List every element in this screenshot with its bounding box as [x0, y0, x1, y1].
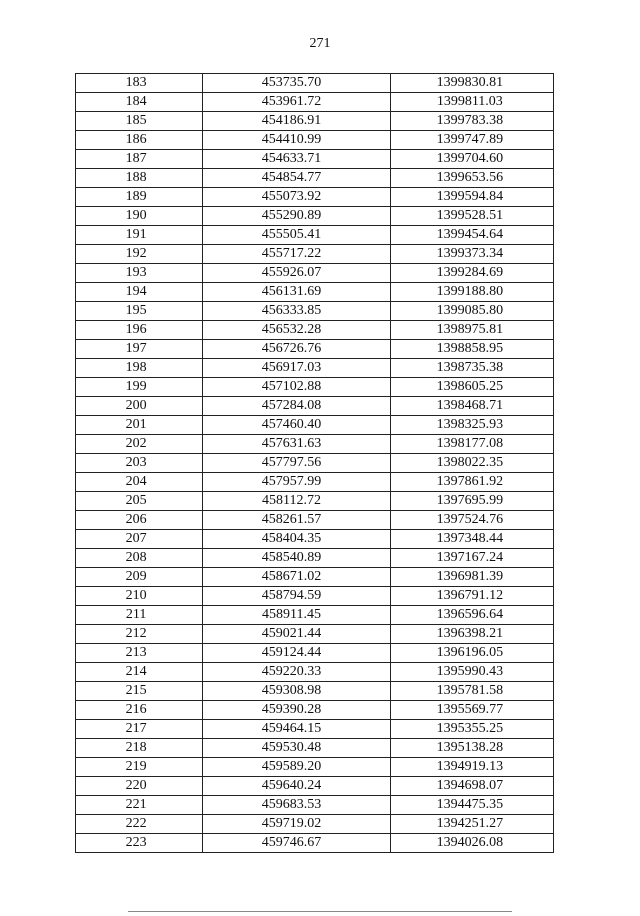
table-row: [76, 454, 554, 473]
row-number-cell: 221: [76, 796, 203, 815]
y-coordinate-cell: 1398858.95: [390, 340, 553, 359]
x-coordinate-cell: 454854.77: [203, 169, 390, 188]
y-coordinate-cell: 1399704.60: [390, 150, 553, 169]
row-number-cell: 202: [76, 435, 203, 454]
x-coordinate-cell: 455073.92: [203, 188, 390, 207]
row-number-cell: 205: [76, 492, 203, 511]
table-row: [76, 112, 554, 131]
y-coordinate-cell: 1399528.51: [390, 207, 553, 226]
x-coordinate-cell: 456726.76: [203, 340, 390, 359]
y-coordinate-cell: 1398975.81: [390, 321, 553, 340]
y-coordinate-cell: 1399373.34: [390, 245, 553, 264]
x-coordinate-cell: 458911.45: [203, 606, 390, 625]
x-coordinate-cell: 456333.85: [203, 302, 390, 321]
table-row: [76, 587, 554, 606]
row-number-cell: 197: [76, 340, 203, 359]
y-coordinate-cell: 1399188.80: [390, 283, 553, 302]
table-row: [76, 283, 554, 302]
x-coordinate-cell: 457797.56: [203, 454, 390, 473]
table-row: [76, 302, 554, 321]
table-row: [76, 625, 554, 644]
x-coordinate-cell: 458261.57: [203, 511, 390, 530]
x-coordinate-cell: 459640.24: [203, 777, 390, 796]
y-coordinate-cell: 1397167.24: [390, 549, 553, 568]
row-number-cell: 196: [76, 321, 203, 340]
x-coordinate-cell: 457957.99: [203, 473, 390, 492]
y-coordinate-cell: 1394026.08: [390, 834, 553, 853]
table-row: [76, 549, 554, 568]
y-coordinate-cell: 1399454.64: [390, 226, 553, 245]
table-row: [76, 207, 554, 226]
x-coordinate-cell: 459719.02: [203, 815, 390, 834]
row-number-cell: 203: [76, 454, 203, 473]
y-coordinate-cell: 1398605.25: [390, 378, 553, 397]
row-number-cell: 210: [76, 587, 203, 606]
y-coordinate-cell: 1399594.84: [390, 188, 553, 207]
y-coordinate-cell: 1397524.76: [390, 511, 553, 530]
table-row: [76, 378, 554, 397]
y-coordinate-cell: 1396791.12: [390, 587, 553, 606]
table-row: [76, 397, 554, 416]
table-row: [76, 758, 554, 777]
x-coordinate-cell: 456917.03: [203, 359, 390, 378]
row-number-cell: 183: [76, 74, 203, 93]
y-coordinate-cell: 1397348.44: [390, 530, 553, 549]
y-coordinate-cell: 1398177.08: [390, 435, 553, 454]
y-coordinate-cell: 1394475.35: [390, 796, 553, 815]
row-number-cell: 188: [76, 169, 203, 188]
row-number-cell: 204: [76, 473, 203, 492]
x-coordinate-cell: 458671.02: [203, 568, 390, 587]
x-coordinate-cell: 458794.59: [203, 587, 390, 606]
y-coordinate-cell: 1399284.69: [390, 264, 553, 283]
coordinate-table: [75, 73, 554, 853]
x-coordinate-cell: 459464.15: [203, 720, 390, 739]
bottom-rule: [128, 911, 512, 912]
table-row: [76, 530, 554, 549]
table-row: [76, 739, 554, 758]
x-coordinate-cell: 453735.70: [203, 74, 390, 93]
x-coordinate-cell: 459746.67: [203, 834, 390, 853]
x-coordinate-cell: 456131.69: [203, 283, 390, 302]
row-number-cell: 189: [76, 188, 203, 207]
table-row: [76, 169, 554, 188]
y-coordinate-cell: 1398325.93: [390, 416, 553, 435]
y-coordinate-cell: 1396398.21: [390, 625, 553, 644]
row-number-cell: 217: [76, 720, 203, 739]
x-coordinate-cell: 454186.91: [203, 112, 390, 131]
x-coordinate-cell: 458112.72: [203, 492, 390, 511]
table-row: [76, 359, 554, 378]
y-coordinate-cell: 1399811.03: [390, 93, 553, 112]
table-row: [76, 321, 554, 340]
y-coordinate-cell: 1397695.99: [390, 492, 553, 511]
table-row: [76, 796, 554, 815]
row-number-cell: 214: [76, 663, 203, 682]
row-number-cell: 209: [76, 568, 203, 587]
row-number-cell: 208: [76, 549, 203, 568]
row-number-cell: 211: [76, 606, 203, 625]
table-row: [76, 150, 554, 169]
y-coordinate-cell: 1399747.89: [390, 131, 553, 150]
y-coordinate-cell: 1395781.58: [390, 682, 553, 701]
x-coordinate-cell: 459589.20: [203, 758, 390, 777]
table-row: [76, 568, 554, 587]
y-coordinate-cell: 1396196.05: [390, 644, 553, 663]
table-row: [76, 416, 554, 435]
x-coordinate-cell: 455290.89: [203, 207, 390, 226]
row-number-cell: 190: [76, 207, 203, 226]
y-coordinate-cell: 1399830.81: [390, 74, 553, 93]
y-coordinate-cell: 1395355.25: [390, 720, 553, 739]
table-row: [76, 682, 554, 701]
x-coordinate-cell: 459021.44: [203, 625, 390, 644]
y-coordinate-cell: 1396981.39: [390, 568, 553, 587]
y-coordinate-cell: 1396596.64: [390, 606, 553, 625]
y-coordinate-cell: 1394251.27: [390, 815, 553, 834]
x-coordinate-cell: 459124.44: [203, 644, 390, 663]
x-coordinate-cell: 459220.33: [203, 663, 390, 682]
x-coordinate-cell: 454633.71: [203, 150, 390, 169]
row-number-cell: 187: [76, 150, 203, 169]
table-row: [76, 473, 554, 492]
table-row: [76, 815, 554, 834]
x-coordinate-cell: 457460.40: [203, 416, 390, 435]
x-coordinate-cell: 453961.72: [203, 93, 390, 112]
row-number-cell: 192: [76, 245, 203, 264]
row-number-cell: 193: [76, 264, 203, 283]
table-row: [76, 511, 554, 530]
y-coordinate-cell: 1399653.56: [390, 169, 553, 188]
table-row: [76, 606, 554, 625]
row-number-cell: 216: [76, 701, 203, 720]
table-body: [76, 74, 554, 853]
table-row: [76, 701, 554, 720]
table-row: [76, 720, 554, 739]
y-coordinate-cell: 1395990.43: [390, 663, 553, 682]
row-number-cell: 220: [76, 777, 203, 796]
row-number-cell: 191: [76, 226, 203, 245]
table-row: [76, 74, 554, 93]
y-coordinate-cell: 1395138.28: [390, 739, 553, 758]
table-row: [76, 188, 554, 207]
table-row: [76, 226, 554, 245]
y-coordinate-cell: 1399085.80: [390, 302, 553, 321]
x-coordinate-cell: 459308.98: [203, 682, 390, 701]
row-number-cell: 222: [76, 815, 203, 834]
x-coordinate-cell: 459683.53: [203, 796, 390, 815]
y-coordinate-cell: 1394698.07: [390, 777, 553, 796]
y-coordinate-cell: 1394919.13: [390, 758, 553, 777]
y-coordinate-cell: 1399783.38: [390, 112, 553, 131]
x-coordinate-cell: 457102.88: [203, 378, 390, 397]
x-coordinate-cell: 459390.28: [203, 701, 390, 720]
y-coordinate-cell: 1398468.71: [390, 397, 553, 416]
x-coordinate-cell: 457631.63: [203, 435, 390, 454]
x-coordinate-cell: 456532.28: [203, 321, 390, 340]
table-row: [76, 131, 554, 150]
x-coordinate-cell: 455926.07: [203, 264, 390, 283]
row-number-cell: 201: [76, 416, 203, 435]
x-coordinate-cell: 457284.08: [203, 397, 390, 416]
row-number-cell: 186: [76, 131, 203, 150]
row-number-cell: 200: [76, 397, 203, 416]
table-row: [76, 93, 554, 112]
x-coordinate-cell: 455505.41: [203, 226, 390, 245]
x-coordinate-cell: 455717.22: [203, 245, 390, 264]
table-row: [76, 264, 554, 283]
row-number-cell: 212: [76, 625, 203, 644]
row-number-cell: 223: [76, 834, 203, 853]
table-row: [76, 663, 554, 682]
table-row: [76, 492, 554, 511]
x-coordinate-cell: 458540.89: [203, 549, 390, 568]
row-number-cell: 195: [76, 302, 203, 321]
table-row: [76, 834, 554, 853]
row-number-cell: 194: [76, 283, 203, 302]
x-coordinate-cell: 458404.35: [203, 530, 390, 549]
row-number-cell: 184: [76, 93, 203, 112]
page-number: 271: [309, 36, 331, 51]
table-row: [76, 435, 554, 454]
table-row: [76, 245, 554, 264]
row-number-cell: 206: [76, 511, 203, 530]
table-row: [76, 777, 554, 796]
x-coordinate-cell: 454410.99: [203, 131, 390, 150]
y-coordinate-cell: 1397861.92: [390, 473, 553, 492]
row-number-cell: 219: [76, 758, 203, 777]
row-number-cell: 198: [76, 359, 203, 378]
x-coordinate-cell: 459530.48: [203, 739, 390, 758]
row-number-cell: 199: [76, 378, 203, 397]
table-row: [76, 644, 554, 663]
row-number-cell: 207: [76, 530, 203, 549]
y-coordinate-cell: 1398735.38: [390, 359, 553, 378]
row-number-cell: 213: [76, 644, 203, 663]
y-coordinate-cell: 1398022.35: [390, 454, 553, 473]
row-number-cell: 185: [76, 112, 203, 131]
table-row: [76, 340, 554, 359]
y-coordinate-cell: 1395569.77: [390, 701, 553, 720]
row-number-cell: 215: [76, 682, 203, 701]
row-number-cell: 218: [76, 739, 203, 758]
